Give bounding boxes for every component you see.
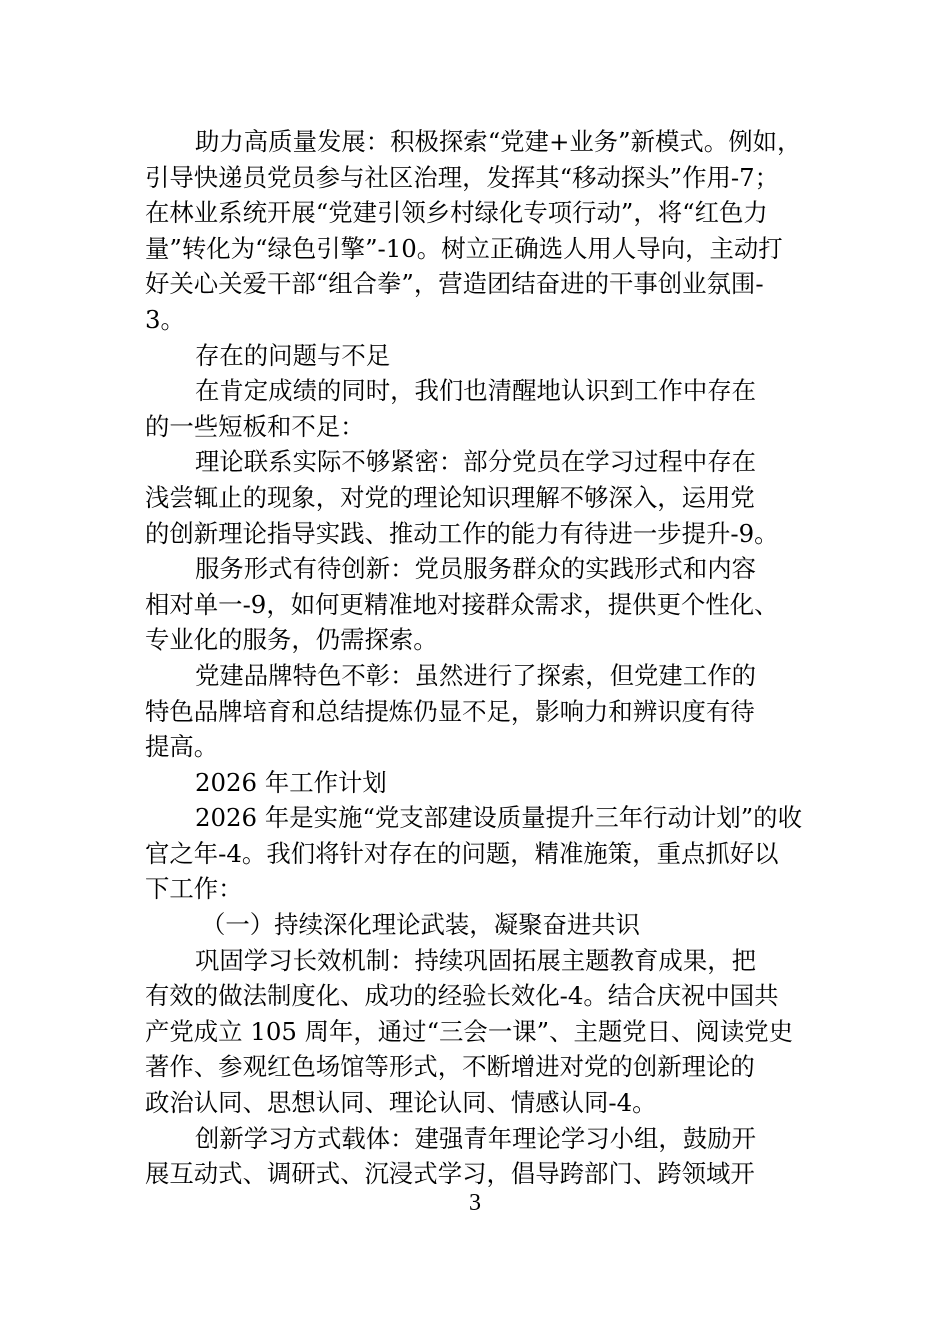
paragraph-line: 有效的做法制度化、成功的经验长效化-4。结合庆祝中国共 xyxy=(145,981,779,1011)
paragraph-line: 特色品牌培育和总结提炼仍显不足，影响力和辨识度有待 xyxy=(145,696,755,726)
paragraph-line: 服务形式有待创新：党员服务群众的实践形式和内容 xyxy=(195,554,756,584)
paragraph-line: 产党成立 105 周年，通过“三会一课”、主题党日、阅读党史 xyxy=(145,1016,793,1046)
paragraph-line: 在林业系统开展“党建引领乡村绿化专项行动”，将“红色力 xyxy=(145,198,768,228)
paragraph-line: 专业化的服务，仍需探索。 xyxy=(145,625,438,655)
paragraph-line: 提高。 xyxy=(145,732,219,762)
paragraph-line: 的创新理论指导实践、推动工作的能力有待进一步提升-9。 xyxy=(145,518,779,548)
paragraph-line: 浅尝辄止的现象，对党的理论知识理解不够深入，运用党 xyxy=(145,482,755,512)
paragraph-line: 量”转化为“绿色引擎”-10。树立正确选人用人导向，主动打 xyxy=(145,233,783,263)
section-heading: 2026 年工作计划 xyxy=(195,767,387,797)
paragraph-line: 相对单一-9，如何更精准地对接群众需求，提供更个性化、 xyxy=(145,589,779,619)
paragraph-line: 巩固学习长效机制：持续巩固拓展主题教育成果，把 xyxy=(195,945,756,975)
paragraph-line: 3。 xyxy=(145,304,185,334)
paragraph-line: 引导快递员党员参与社区治理，发挥其“移动探头”作用-7； xyxy=(145,162,780,192)
page-number: 3 xyxy=(469,1190,481,1216)
paragraph-line: 在肯定成绩的同时，我们也清醒地认识到工作中存在 xyxy=(195,376,756,406)
paragraph-line: 政治认同、思想认同、理论认同、情感认同-4。 xyxy=(145,1088,657,1118)
paragraph-line: 官之年-4。我们将针对存在的问题，精准施策，重点抓好以 xyxy=(145,838,779,868)
paragraph-line: 创新学习方式载体：建强青年理论学习小组，鼓励开 xyxy=(195,1123,756,1153)
paragraph-line: 助力高质量发展：积极探索“党建+业务”新模式。例如， xyxy=(195,127,802,156)
paragraph-line: 著作、参观红色场馆等形式，不断增进对党的创新理论的 xyxy=(145,1052,755,1082)
section-heading: 存在的问题与不足 xyxy=(195,340,391,370)
paragraph-line: 好关心关爱干部“组合拳”，营造团结奋进的干事创业氛围- xyxy=(145,269,764,299)
paragraph-line: 党建品牌特色不彰：虽然进行了探索，但党建工作的 xyxy=(195,660,756,690)
paragraph-line: 下工作： xyxy=(145,874,243,904)
paragraph-line: 的一些短板和不足： xyxy=(145,411,365,441)
paragraph-line: 展互动式、调研式、沉浸式学习，倡导跨部门、跨领域开 xyxy=(145,1159,755,1189)
subsection-heading: （一）持续深化理论武装，凝聚奋进共识 xyxy=(201,910,641,940)
paragraph-line: 2026 年是实施“党支部建设质量提升三年行动计划”的收 xyxy=(195,803,802,833)
document-body xyxy=(145,124,809,1192)
paragraph-line: 理论联系实际不够紧密：部分党员在学习过程中存在 xyxy=(195,447,756,477)
